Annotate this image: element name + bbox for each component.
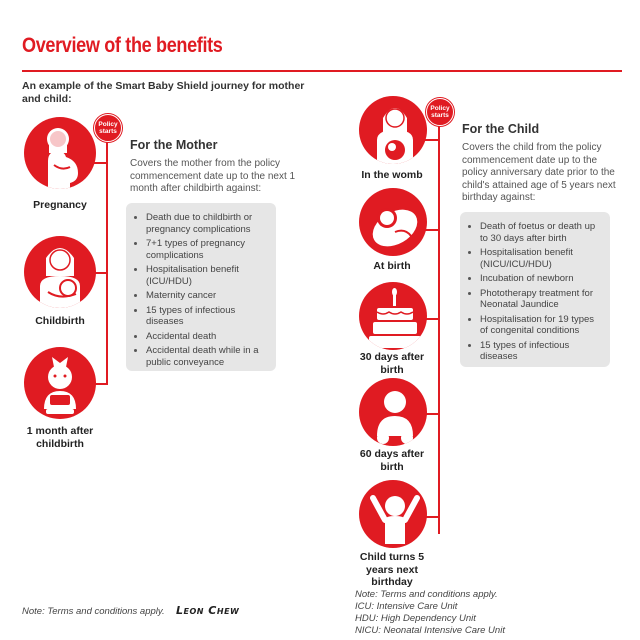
footer-note-hdu: HDU: High Dependency Unit [355, 613, 476, 624]
swaddled-newborn-icon [359, 188, 427, 256]
child-benefits-list [466, 221, 602, 363]
mother-benefits-list [132, 212, 268, 368]
stage-5-years [342, 551, 442, 589]
mother-section-title: For the Mother [130, 138, 218, 152]
child-benefit-item: • Hospitalisation for 19 types of congenital conditions [480, 314, 602, 337]
stage-5-years-label: Child turns 5 years next birthday [359, 551, 425, 588]
signature: Leon Chew [176, 604, 240, 617]
mother-benefit-item: • Maternity cancer [146, 290, 268, 302]
footer-note-left: Note: Terms and conditions apply. [22, 606, 165, 617]
child-connector-1 [425, 139, 439, 141]
policy-starts-badge-child: Policy starts [426, 98, 454, 126]
cheering-child-icon [359, 480, 427, 548]
stage-in-the-womb: In the womb [361, 169, 423, 181]
child-connector-3 [425, 318, 439, 320]
mother-benefit-item: • Death due to childbirth or pregnancy complications [146, 212, 268, 235]
stage-30-days-label: 30 days after birth [359, 351, 425, 376]
mother-holding-baby-icon [24, 236, 96, 308]
stage-60-days-label: 60 days after birth [359, 448, 425, 473]
baby-in-womb-icon [359, 96, 427, 164]
child-benefit-item: • Death of foetus or death up to 30 days after birth [480, 221, 602, 244]
child-section-title: For the Child [462, 122, 540, 136]
stage-pregnancy: Pregnancy [33, 199, 87, 211]
child-benefit-item: • Phototherapy treatment for Neonatal Jaundice [480, 288, 602, 311]
crawling-baby-icon [359, 378, 427, 446]
mother-benefit-item: • Accidental death [146, 331, 268, 343]
title-divider [22, 70, 622, 72]
footer-note-terms: Note: Terms and conditions apply. [355, 589, 498, 600]
mother-timeline-line [106, 138, 108, 384]
child-benefit-item: • Hospitalisation benefit (NICU/ICU/HDU) [480, 247, 602, 270]
child-connector-4 [425, 413, 439, 415]
mother-benefit-item: • 15 types of infectious diseases [146, 305, 268, 328]
birthday-cake-icon [359, 282, 427, 350]
mother-description: Covers the mother from the policy commencement date up to the next 1 month after childbirth against: [130, 158, 296, 194]
stage-60-days [342, 448, 442, 473]
mother-benefits-box [126, 203, 276, 371]
child-connector-5 [425, 516, 439, 518]
baby-icon [24, 347, 96, 419]
footer-note-icu: ICU: Intensive Care Unit [355, 601, 458, 612]
stage-at-birth: At birth [373, 260, 411, 272]
stage-childbirth: Childbirth [35, 315, 85, 327]
page-title: Overview of the benefits [22, 34, 223, 57]
child-benefit-item: • 15 types of infectious diseases [480, 340, 602, 363]
child-benefit-item: • Incubation of newborn [480, 273, 602, 285]
child-connector-2 [425, 229, 439, 231]
stage-1-month [10, 425, 110, 450]
child-benefits-box [460, 212, 610, 367]
intro-text: An example of the Smart Baby Shield journey for mother and child: [22, 80, 305, 105]
mother-benefit-item: • 7+1 types of pregnancy complications [146, 238, 268, 261]
footer-notes-right [355, 589, 505, 637]
mother-benefit-item: • Accidental death while in a public conveyance [146, 345, 268, 368]
policy-starts-badge-mother: Policy starts [94, 114, 122, 142]
pregnant-woman-icon [24, 117, 96, 189]
stage-1-month-label: 1 month after childbirth [26, 425, 94, 450]
mother-benefit-item: • Hospitalisation benefit (ICU/HDU) [146, 264, 268, 287]
footer-note-nicu: NICU: Neonatal Intensive Care Unit [355, 625, 505, 636]
stage-30-days [342, 351, 442, 376]
child-description: Covers the child from the policy commencement date up to the policy anniversary date prior to the child's attained age of 5 years next birthday against: [462, 142, 616, 203]
